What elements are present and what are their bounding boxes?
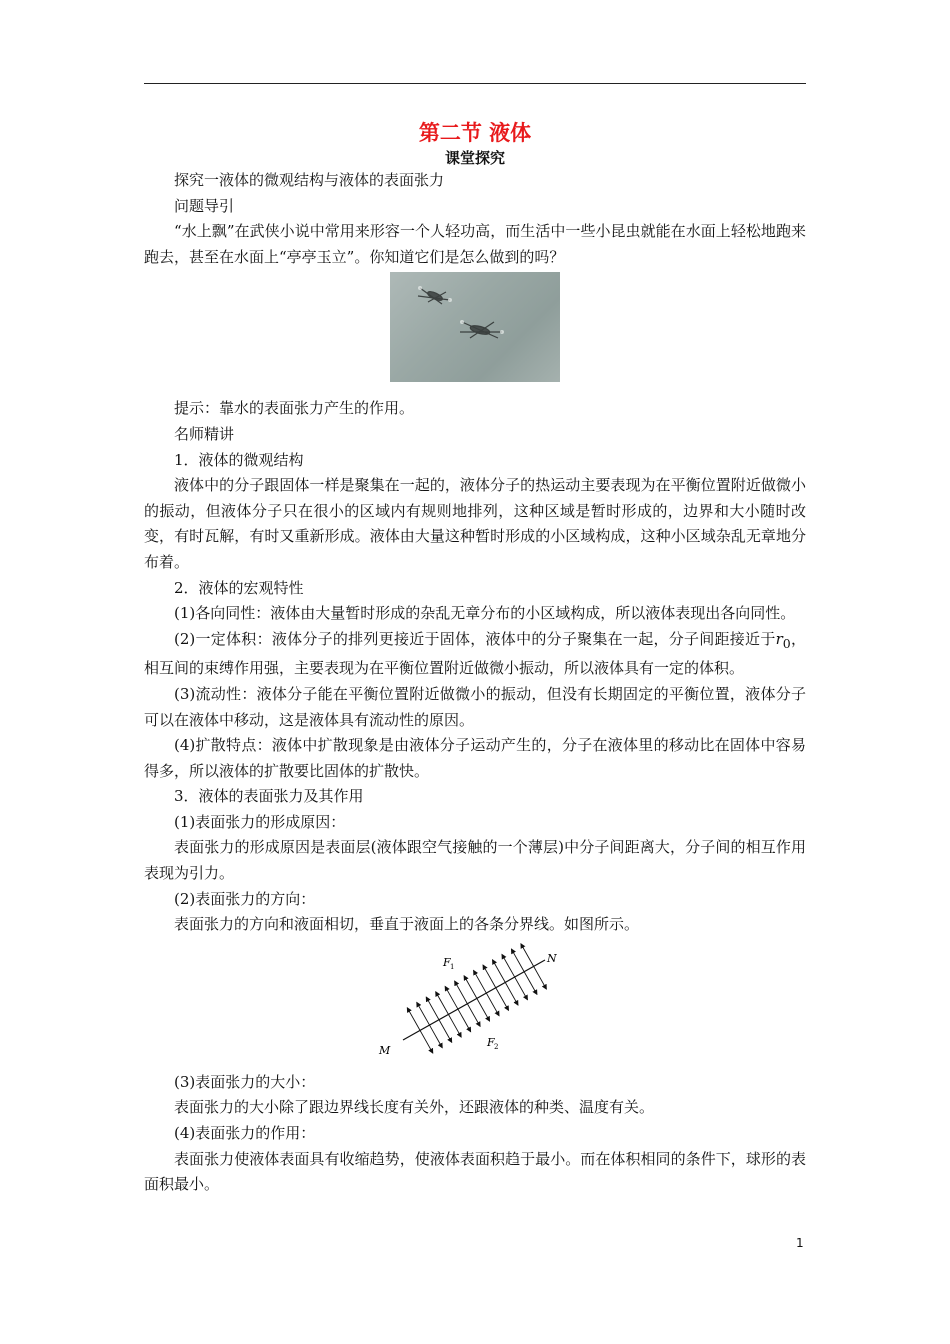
tension-arrow xyxy=(430,1025,443,1048)
r0-symbol: r xyxy=(775,629,783,648)
tension-arrow xyxy=(420,1030,433,1053)
hint-paragraph: 提示：靠水的表面张力产生的作用。 xyxy=(174,399,415,418)
label-f2: F xyxy=(487,1035,495,1049)
volume-text-b: ，相互间的束缚作用强，主要表现为在平衡位置附近做微小振动，所以液体具有一定的体积。 xyxy=(144,629,806,678)
tension-arrow xyxy=(483,965,496,988)
guide-heading: 问题导引 xyxy=(174,196,235,215)
tension-arrow xyxy=(496,988,509,1011)
label-n: N xyxy=(547,951,557,965)
paragraph-direction: 表面张力的方向和液面相切，垂直于液面上的各条分界线。如图所示。 xyxy=(174,915,640,934)
paragraph-volume xyxy=(144,627,806,682)
water-strider-illustration xyxy=(390,272,560,382)
tension-arrow xyxy=(524,972,537,995)
tension-arrow xyxy=(515,977,528,1000)
tension-arrow xyxy=(458,1009,471,1032)
label-f1: F xyxy=(443,955,451,969)
heading-macro-properties: 2．液体的宏观特性 xyxy=(174,578,304,597)
heading-effect: (4)表面张力的作用： xyxy=(174,1124,316,1143)
water-strider-photo xyxy=(390,272,560,382)
document-body xyxy=(144,118,806,1198)
label-f2-sub: 2 xyxy=(494,1042,499,1051)
tension-arrow xyxy=(534,966,547,989)
paragraph-diffusion: (4)扩散特点：液体中扩散现象是由液体分子运动产生的，分子在液体里的移动比在固体中容易得多，所以液体的扩散要比固体的扩散快。 xyxy=(144,736,806,780)
tension-arrow xyxy=(464,976,477,999)
question-paragraph: “水上飘”在武侠小说中常用来形容一个人轻功高，而生活中一些小昆虫就能在水面上轻松地跑来跑去，甚至在水面上“亭亭玉立”。你知道它们是怎么做到的吗？ xyxy=(144,222,806,266)
volume-text-a: (2)一定体积：液体分子的排列更接近于固体，液体中的分子聚集在一起，分子间距接近于 xyxy=(174,629,776,648)
tension-arrow xyxy=(477,998,490,1021)
heading-magnitude: (3)表面张力的大小： xyxy=(174,1072,316,1091)
photo-container xyxy=(144,272,806,390)
tension-arrow xyxy=(502,954,515,977)
surface-tension-diagram xyxy=(375,942,575,1068)
heading-cause: (1)表面张力的形成原因： xyxy=(174,812,346,831)
section-heading: 探究一液体的微观结构与液体的表面张力 xyxy=(174,171,445,189)
page-number: 1 xyxy=(796,1236,804,1250)
tension-arrow xyxy=(448,1014,461,1037)
paragraph-fluidity: (3)流动性：液体分子能在平衡位置附近做微小的振动，但没有长期固定的平衡位置，液体分子可以在液体中移动，这是液体具有流动性的原因。 xyxy=(144,684,806,729)
tension-arrow xyxy=(455,981,468,1004)
paragraph-effect: 表面张力使液体表面具有收缩趋势，使液体表面积趋于最小。而在体积相同的条件下，球形的表面积最小。 xyxy=(144,1149,806,1194)
label-m: M xyxy=(379,1043,391,1057)
tension-arrow xyxy=(417,1002,430,1025)
tension-arrow xyxy=(474,970,487,993)
paragraph-microstructure: 液体中的分子跟固体一样是聚集在一起的，液体分子的热运动主要表现为在平衡位置附近做微小的振动，但液体分子只在很小的区域内有规则地排列，这种区域是暂时形成的，边界和大小随时改变，有时瓦解，有时又重新形成。液体由大量这种暂时形成的小区域构成，这种小区域杂乱无章地分布着。 xyxy=(144,476,806,571)
tension-arrow xyxy=(439,1020,452,1043)
tension-arrow xyxy=(486,993,499,1016)
heading-microstructure: 1．液体的微观结构 xyxy=(174,450,304,469)
label-f1-sub: 1 xyxy=(450,962,455,971)
tension-arrow xyxy=(445,986,458,1009)
paragraph-magnitude: 表面张力的大小除了跟边界线长度有关外，还跟液体的种类、温度有关。 xyxy=(174,1098,655,1117)
page-title: 第二节 液体 xyxy=(418,121,532,145)
header-rule xyxy=(144,83,806,84)
tension-arrow xyxy=(492,960,505,983)
tension-arrow xyxy=(407,1008,420,1031)
paragraph-isotropy: (1)各向同性：液体由大量暂时形成的杂乱无章分布的小区域构成，所以液体表现出各向同性。 xyxy=(174,604,796,623)
page-subtitle: 课堂探究 xyxy=(444,149,505,167)
lecture-heading: 名师精讲 xyxy=(174,424,235,443)
paragraph-cause: 表面张力的形成原因是表面层(液体跟空气接触的一个薄层)中分子间距离大，分子间的相互作用表现为引力。 xyxy=(144,838,806,883)
tension-arrow xyxy=(521,944,534,967)
tension-arrow xyxy=(436,992,449,1015)
heading-direction: (2)表面张力的方向： xyxy=(174,889,316,908)
tension-arrow xyxy=(426,997,439,1020)
tension-arrow xyxy=(467,1004,480,1027)
figure-container xyxy=(144,942,806,1068)
heading-surface-tension: 3．液体的表面张力及其作用 xyxy=(174,787,364,806)
tension-arrow xyxy=(505,982,518,1005)
r0-subscript: 0 xyxy=(782,635,791,651)
tension-arrow xyxy=(511,949,524,972)
